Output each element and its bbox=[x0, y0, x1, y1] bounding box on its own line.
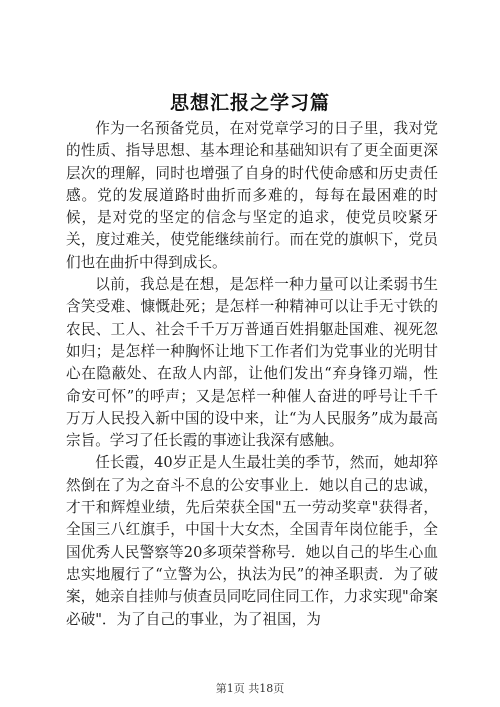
paragraph-1: 作为一名预备党员，在对党章学习的日子里，我对党的性质、指导思想、基本理论和基础知识有了更全面更深层次的理解，同时也增强了自身的时代使命感和历史责任感。党的发展道路时曲折而多难的，每每在最困难的时候，是对党的坚定的信念与坚定的追求，使党员咬紧牙关，度过难关，使党能继续前行。而在党的旗帜下，党员们也在曲折中得到成长。 bbox=[66, 120, 438, 271]
paragraph-3: 任长霞，40岁正是人生最壮美的季节，然而，她却猝然倒在了为之奋斗不息的公安事业上．她以自己的忠诚，才干和辉煌业绩，先后荣获全国"五一劳动奖章"获得者，全国三八红旗手，中国十大女杰，全国青年岗位能手，全国优秀人民警察等20多项荣誉称号．她以自己的毕生心血忠实地履行了“立警为公，执法为民”的神圣职责．为了破案，她亲自挂帅与侦查员同吃同住同工作，力求实现"命案必破"．为了自己的事业，为了祖国，为 bbox=[66, 454, 438, 628]
paragraph-2: 以前，我总是在想，是怎样一种力量可以让柔弱书生含笑受难、慷慨赴死；是怎样一种精神可以让手无寸铁的农民、工人、社会千千万万普通百姓捐躯赴国难、视死忽如归；是怎样一种胸怀让地下工作者们为党事业的光明甘心在隐蔽处、在敌人内部，让他们发出“弃身锋刃端，性命安可怀”的呼声；又是怎样一种催人奋进的呼号让千千万万人民投入新中国的设中来，让“为人民服务”成为最高宗旨。学习了任长霞的事迹让我深有感触。 bbox=[66, 276, 438, 450]
document-title: 思想汇报之学习篇 bbox=[169, 92, 330, 114]
page-number-footer: 第1页 共18页 bbox=[215, 682, 285, 695]
document-body bbox=[66, 118, 438, 631]
